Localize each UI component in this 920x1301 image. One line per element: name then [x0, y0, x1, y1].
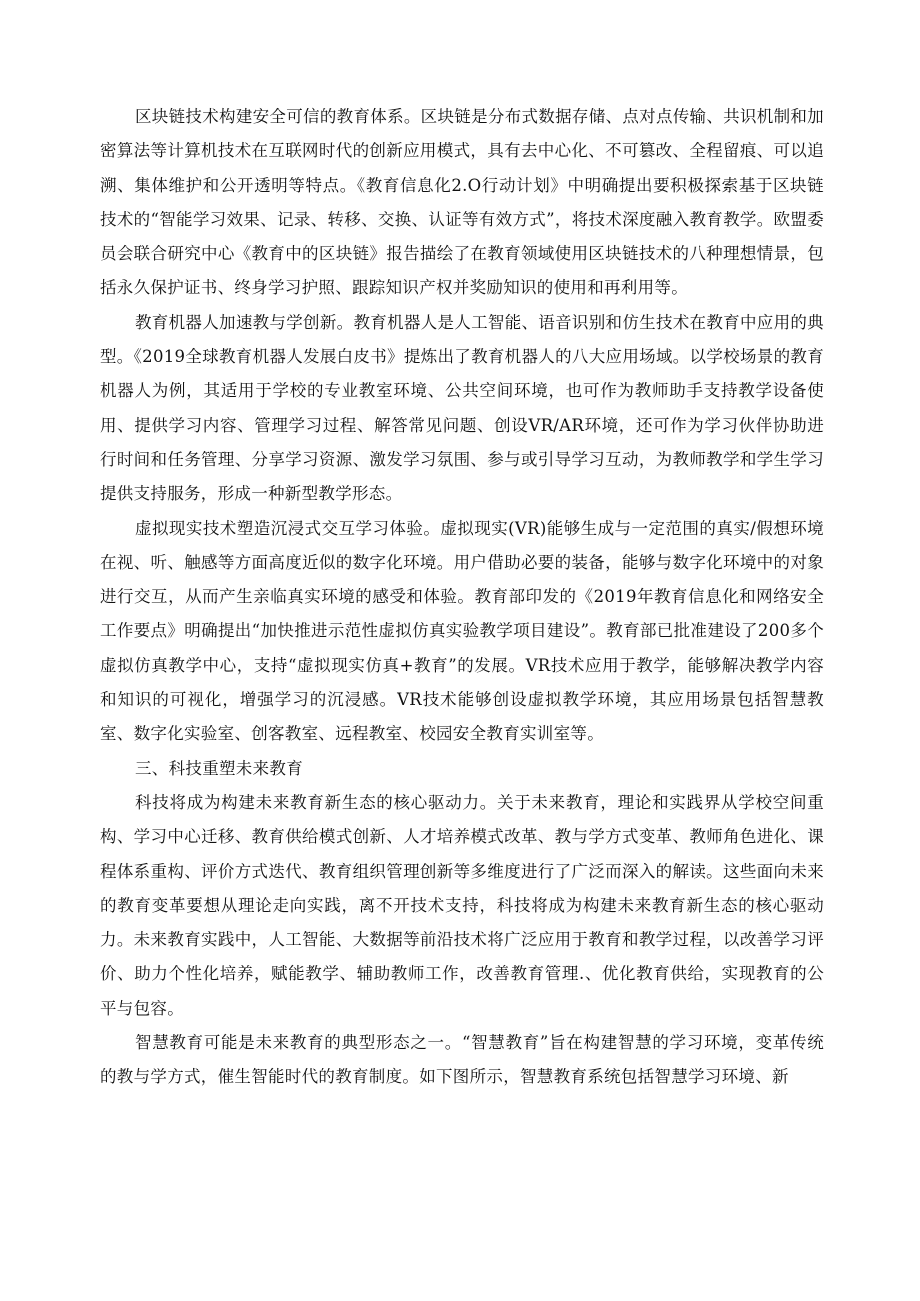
- paragraph-core-driver: 科技将成为构建未来教育新生态的核心驱动力。关于未来教育，理论和实践界从学校空间重构、学习中心迁移、教育供给模式创新、人才培养模式改革、教与学方式变革、教师角色进化、课程体系重构、评价方式迭代、教育组织管理创新等多维度进行了广泛而深入的解读。这些面向未来的教育变革要想从理论走向实践，离不开技术支持，科技将成为构建未来教育新生态的核心驱动力。未来教育实践中，人工智能、大数据等前沿技术将广泛应用于教育和教学过程，以改善学习评价、助力个性化培养，赋能教学、辅助教师工作，改善教育管理.、优化教育供给，实现教育的公平与包容。: [100, 792, 824, 1018]
- paragraph-blockchain: 区块链技术构建安全可信的教育体系。区块链是分布式数据存储、点对点传输、共识机制和加密算法等计算机技术在互联网时代的创新应用模式，具有去中心化、不可篡改、全程留痕、可以追溯、集体维护和公开透明等特点。《教育信息化2.O行动计划》中明确提出要积极探索基于区块链技术的“智能学习效果、记录、转移、交换、认证等有效方式”，将技术深度融入教育教学。欧盟委员会联合研究中心《教育中的区块链》报告描绘了在教育领域使用区块链技术的八种理想情景，包括永久保护证书、终身学习护照、跟踪知识产权并奖励知识的使用和再利用等。: [100, 107, 824, 298]
- section-heading: 三、科技重塑未来教育: [135, 758, 303, 778]
- paragraph-smart-education: 智慧教育可能是未来教育的典型形态之一。“智慧教育”旨在构建智慧的学习环境，变革传统的教与学方式，催生智能时代的教育制度。如下图所示，智慧教育系统包括智慧学习环境、新: [100, 1033, 824, 1087]
- paragraph-virtual-reality: 虚拟现实技术塑造沉浸式交互学习体验。虚拟现实(VR)能够生成与一定范围的真实/假想环境在视、听、触感等方面高度近似的数字化环境。用户借助必要的装备，能够与数字化环境中的对象进行交互，从而产生亲临真实环境的感受和体验。教育部印发的《2019年教育信息化和网络安全工作要点》明确提出“加快推进示范性虚拟仿真实验教学项目建设”。教育部已批准建设了200多个虚拟仿真教学中心，支持“虚拟现实仿真+教育”的发展。VR技术应用于教学，能够解决教学内容和知识的可视化，增强学习的沉浸感。VR技术能够创设虚拟教学环境，其应用场景包括智慧教室、数字化实验室、创客教室、远程教室、校园安全教育实训室等。: [100, 518, 824, 744]
- document-body: [100, 100, 824, 1095]
- paragraph-education-robots: 教育机器人加速教与学创新。教育机器人是人工智能、语音识别和仿生技术在教育中应用的典型。《2019全球教育机器人发展白皮书》提炼出了教育机器人的八大应用场域。以学校场景的教育机器人为例，其适用于学校的专业教室环境、公共空间环境，也可作为教师助手支持教学设备使用、提供学习内容、管理学习过程、解答常见问题、创设VR/AR环境，还可作为学习伙伴协助进行时间和任务管理、分享学习资源、激发学习氛围、参与或引导学习互动，为教师教学和学生学习提供支持服务，形成一种新型教学形态。: [100, 312, 824, 504]
